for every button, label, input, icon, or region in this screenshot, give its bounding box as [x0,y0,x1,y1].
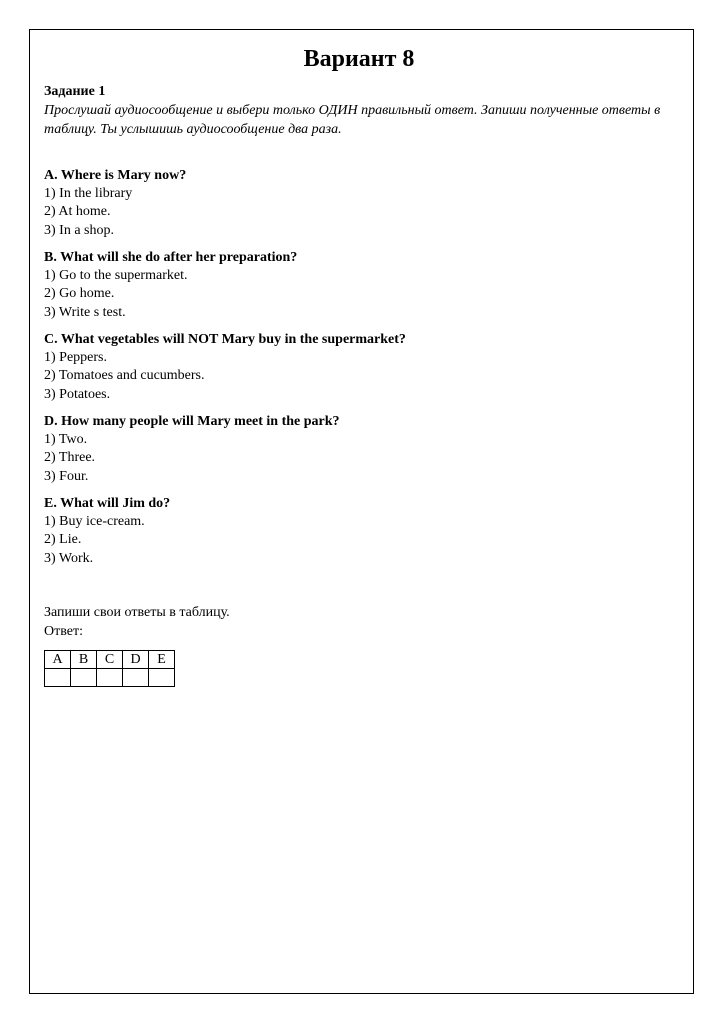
option: 2) At home. [44,204,111,220]
option: 3) Four. [44,468,89,484]
task-instruction: Прослушай аудиосообщение и выбери только ОДИН правильный ответ. Запиши полученные ответы в таблицу. Ты услышишь аудиосообщение два раза. [44,103,661,137]
answer-table-header-row [45,651,175,669]
question-text: A. Where is Mary now? [44,168,187,183]
option: 1) Buy ice-cream. [44,514,145,529]
option: 1) Go to the supermarket. [44,268,188,283]
question-a [44,167,684,240]
question-d [44,413,684,486]
question-b [44,249,684,322]
option-list [44,267,684,322]
question-text: E. What will Jim do? [44,496,171,511]
option: 3) In a shop. [44,222,114,238]
option: 2) Tomatoes and cucumbers. [44,368,205,384]
answer-cell-c[interactable] [97,669,123,687]
option: 2) Go home. [44,286,115,302]
answer-table-value-row [45,669,175,687]
option: 2) Three. [44,450,96,466]
answer-prompt: Запиши свои ответы в таблицу. [44,605,230,620]
page-title: Вариант 8 [303,46,415,72]
answer-header-cell: E [149,651,175,669]
answer-cell-b[interactable] [71,669,97,687]
question-text: D. How many people will Mary meet in the park? [44,414,340,429]
answer-label: Ответ: [44,624,83,639]
answer-header-cell: B [71,651,97,669]
option: 1) Two. [44,432,88,447]
question-c [44,331,684,404]
task-label: Задание 1 [44,84,106,99]
answer-cell-e[interactable] [149,669,175,687]
answer-cell-a[interactable] [45,669,71,687]
option: 3) Potatoes. [44,386,111,402]
question-text: B. What will she do after her preparation? [44,250,298,265]
option: 3) Write s test. [44,304,126,320]
question-text: C. What vegetables will NOT Mary buy in the supermarket? [44,332,406,347]
option: 1) In the library [44,186,133,201]
answer-table [44,650,175,687]
option-list [44,185,684,240]
option: 2) Lie. [44,532,82,548]
option-list [44,431,684,486]
option-list [44,349,684,404]
question-e [44,495,684,568]
answer-header-cell: C [97,651,123,669]
option-list [44,513,684,568]
answer-cell-d[interactable] [123,669,149,687]
option: 3) Work. [44,550,94,566]
option: 1) Peppers. [44,350,107,365]
answer-header-cell: A [45,651,71,669]
answer-header-cell: D [123,651,149,669]
